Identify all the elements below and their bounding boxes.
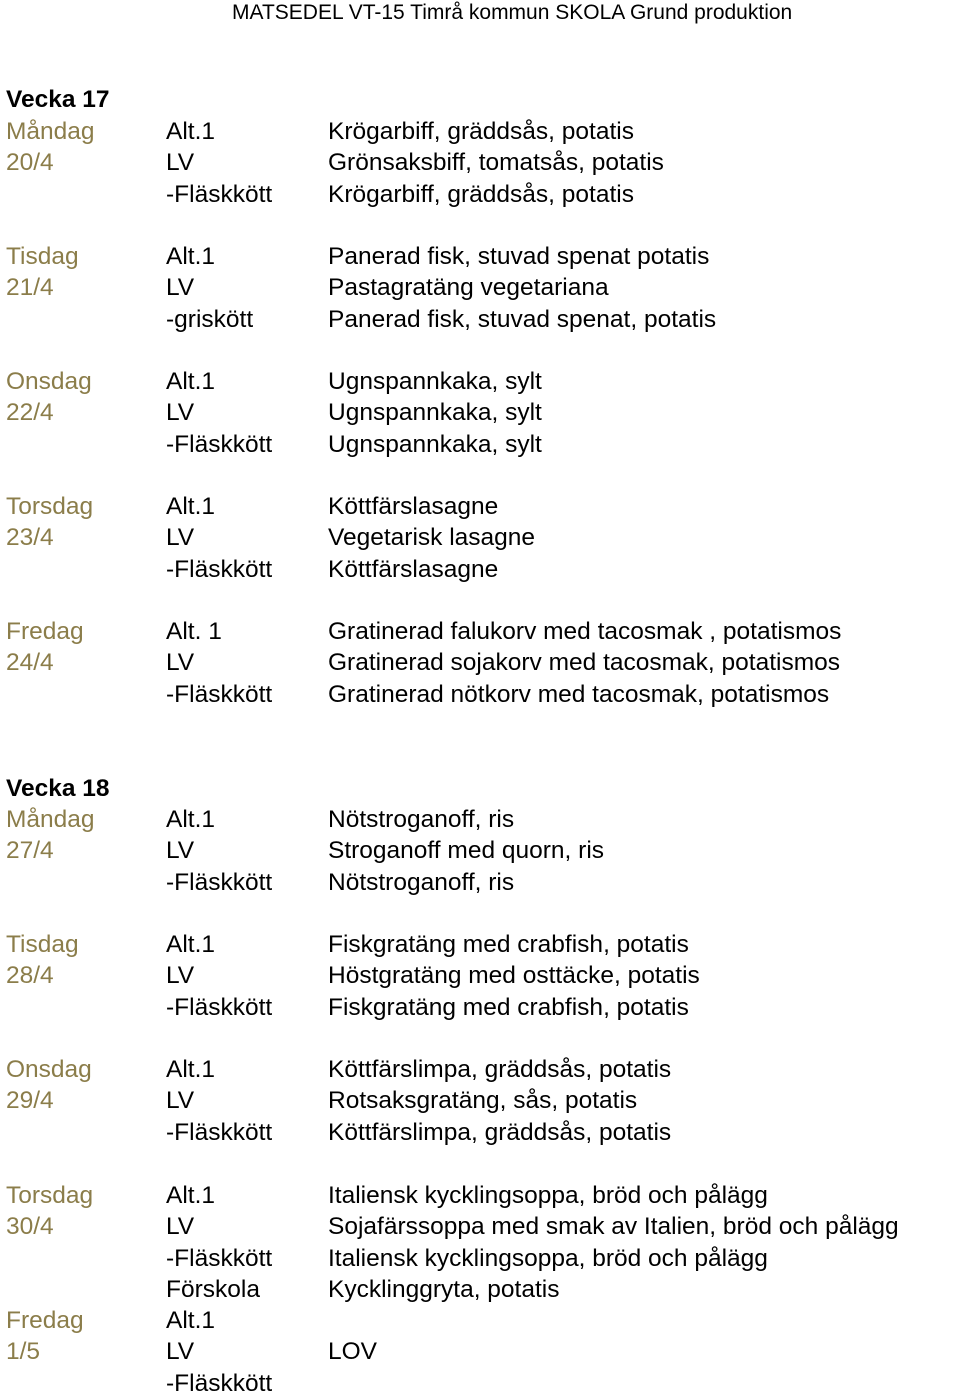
alternative-label: -Fläskkött xyxy=(166,430,273,458)
alternative-label: -Fläskkött xyxy=(166,180,273,208)
dish-text: Fiskgratäng med crabfish, potatis xyxy=(328,993,689,1021)
day-label: 28/4 xyxy=(6,962,54,990)
dish-text: Pastagratäng vegetariana xyxy=(328,274,609,302)
dish-text: Panerad fisk, stuvad spenat potatis xyxy=(328,243,710,270)
menu-row xyxy=(0,992,960,1023)
dish-text: Italiensk kycklingsoppa, bröd och pålägg xyxy=(328,1182,768,1209)
dish-text: Köttfärslasagne xyxy=(328,555,499,583)
alternative-label: Alt.1 xyxy=(166,493,216,520)
alternative-label: Alt.1 xyxy=(166,1182,216,1209)
page-title: MATSEDEL VT-15 Timrå kommun SKOLA Grund produktion xyxy=(232,1,793,24)
alternative-label: LV xyxy=(166,524,195,552)
alternative-label: Alt.1 xyxy=(166,931,216,958)
menu-row xyxy=(0,1085,960,1116)
menu-row xyxy=(0,1274,960,1305)
dish-text: Grönsaksbiff, tomatsås, potatis xyxy=(328,149,664,177)
week-title: Vecka 18 xyxy=(6,775,110,802)
day-label: 29/4 xyxy=(6,1087,54,1115)
alternative-label: -Fläskkött xyxy=(166,680,273,708)
alternative-label: Alt. 1 xyxy=(166,618,222,645)
alternative-label: -Fläskkött xyxy=(166,555,273,583)
dish-text: Nötstroganoff, ris xyxy=(328,806,515,833)
day-label: 27/4 xyxy=(6,837,54,865)
day-label: 20/4 xyxy=(6,149,54,177)
menu-row xyxy=(0,835,960,866)
menu-row xyxy=(0,1054,960,1085)
day-label: Tisdag xyxy=(6,931,79,958)
menu-row xyxy=(0,304,960,335)
dish-text: Rotsaksgratäng, sås, potatis xyxy=(328,1087,638,1115)
dish-text: Ugnspannkaka, sylt xyxy=(328,399,542,427)
day-label: 1/5 xyxy=(6,1338,41,1366)
day-label: Tisdag xyxy=(6,243,79,270)
dish-text: Nötstroganoff, ris xyxy=(328,868,515,896)
menu-row xyxy=(0,679,960,710)
dish-text: Kycklinggryta, potatis xyxy=(328,1275,560,1303)
alternative-label: LV xyxy=(166,1213,195,1241)
day-label: Torsdag xyxy=(6,493,94,520)
dish-text: Höstgratäng med osttäcke, potatis xyxy=(328,962,700,990)
dish-text: Köttfärslimpa, gräddsås, potatis xyxy=(328,1118,672,1146)
alternative-label: Förskola xyxy=(166,1275,260,1303)
menu-row xyxy=(0,1336,960,1367)
alternative-label: -Fläskkött xyxy=(166,1118,273,1146)
menu-row xyxy=(0,429,960,460)
alternative-label: -Fläskkött xyxy=(166,1244,273,1272)
menu-row xyxy=(0,272,960,303)
dish-text: Sojafärssoppa med smak av Italien, bröd och pålägg xyxy=(328,1213,899,1241)
menu-row xyxy=(0,616,960,647)
menu-row xyxy=(0,116,960,147)
alternative-label: LV xyxy=(166,649,195,677)
day-label: 24/4 xyxy=(6,649,54,677)
day-label: Måndag xyxy=(6,806,95,833)
dish-text: Gratinerad nötkorv med tacosmak, potatismos xyxy=(328,680,830,708)
alternative-label: Alt.1 xyxy=(166,118,216,145)
alternative-label: Alt.1 xyxy=(166,806,216,833)
day-label: 23/4 xyxy=(6,524,54,552)
menu-row xyxy=(0,366,960,397)
menu-row xyxy=(0,554,960,585)
alternative-label: LV xyxy=(166,962,195,990)
dish-text: Stroganoff med quorn, ris xyxy=(328,837,605,865)
dish-text: Italiensk kycklingsoppa, bröd och pålägg xyxy=(328,1244,768,1272)
dish-text: LOV xyxy=(328,1338,378,1366)
dish-text: Krögarbiff, gräddsås, potatis xyxy=(328,118,634,145)
menu-row xyxy=(0,491,960,522)
alternative-label: -griskött xyxy=(166,305,254,333)
alternative-label: LV xyxy=(166,399,195,427)
dish-text: Fiskgratäng med crabfish, potatis xyxy=(328,931,689,958)
alternative-label: -Fläskkött xyxy=(166,868,273,896)
menu-row xyxy=(0,1368,960,1399)
day-label: Fredag xyxy=(6,618,84,645)
menu-row xyxy=(0,1180,960,1211)
menu-row xyxy=(0,1243,960,1274)
dish-text: Ugnspannkaka, sylt xyxy=(328,368,542,395)
menu-row xyxy=(0,522,960,553)
menu-row xyxy=(0,397,960,428)
menu-row xyxy=(0,647,960,678)
menu-row xyxy=(0,147,960,178)
day-label: Måndag xyxy=(6,118,95,145)
alternative-label: LV xyxy=(166,1338,195,1366)
alternative-label: -Fläskkött xyxy=(166,1369,273,1397)
day-label: 22/4 xyxy=(6,399,54,427)
dish-text: Krögarbiff, gräddsås, potatis xyxy=(328,180,634,208)
day-label: Fredag xyxy=(6,1307,84,1334)
alternative-label: Alt.1 xyxy=(166,368,216,395)
day-label: 21/4 xyxy=(6,274,54,302)
day-label: Torsdag xyxy=(6,1182,94,1209)
dish-text: Vegetarisk lasagne xyxy=(328,524,536,552)
alternative-label: Alt.1 xyxy=(166,243,216,270)
menu-row xyxy=(0,1305,960,1336)
menu-row xyxy=(0,179,960,210)
alternative-label: Alt.1 xyxy=(166,1307,216,1334)
dish-text: Gratinerad sojakorv med tacosmak, potatismos xyxy=(328,649,840,677)
alternative-label: LV xyxy=(166,274,195,302)
alternative-label: -Fläskkött xyxy=(166,993,273,1021)
menu-row xyxy=(0,867,960,898)
day-label: 30/4 xyxy=(6,1213,54,1241)
dish-text: Köttfärslimpa, gräddsås, potatis xyxy=(328,1056,672,1083)
menu-row xyxy=(0,804,960,835)
dish-text: Köttfärslasagne xyxy=(328,493,499,520)
menu-row xyxy=(0,1117,960,1148)
week-title: Vecka 17 xyxy=(6,86,110,113)
day-label: Onsdag xyxy=(6,1056,92,1083)
day-label: Onsdag xyxy=(6,368,92,395)
menu-row xyxy=(0,929,960,960)
menu-row xyxy=(0,241,960,272)
dish-text: Ugnspannkaka, sylt xyxy=(328,430,542,458)
menu-row xyxy=(0,1211,960,1242)
alternative-label: Alt.1 xyxy=(166,1056,216,1083)
dish-text: Panerad fisk, stuvad spenat, potatis xyxy=(328,305,717,333)
alternative-label: LV xyxy=(166,149,195,177)
dish-text: Gratinerad falukorv med tacosmak , potatismos xyxy=(328,618,842,645)
alternative-label: LV xyxy=(166,1087,195,1115)
menu-row xyxy=(0,960,960,991)
alternative-label: LV xyxy=(166,837,195,865)
